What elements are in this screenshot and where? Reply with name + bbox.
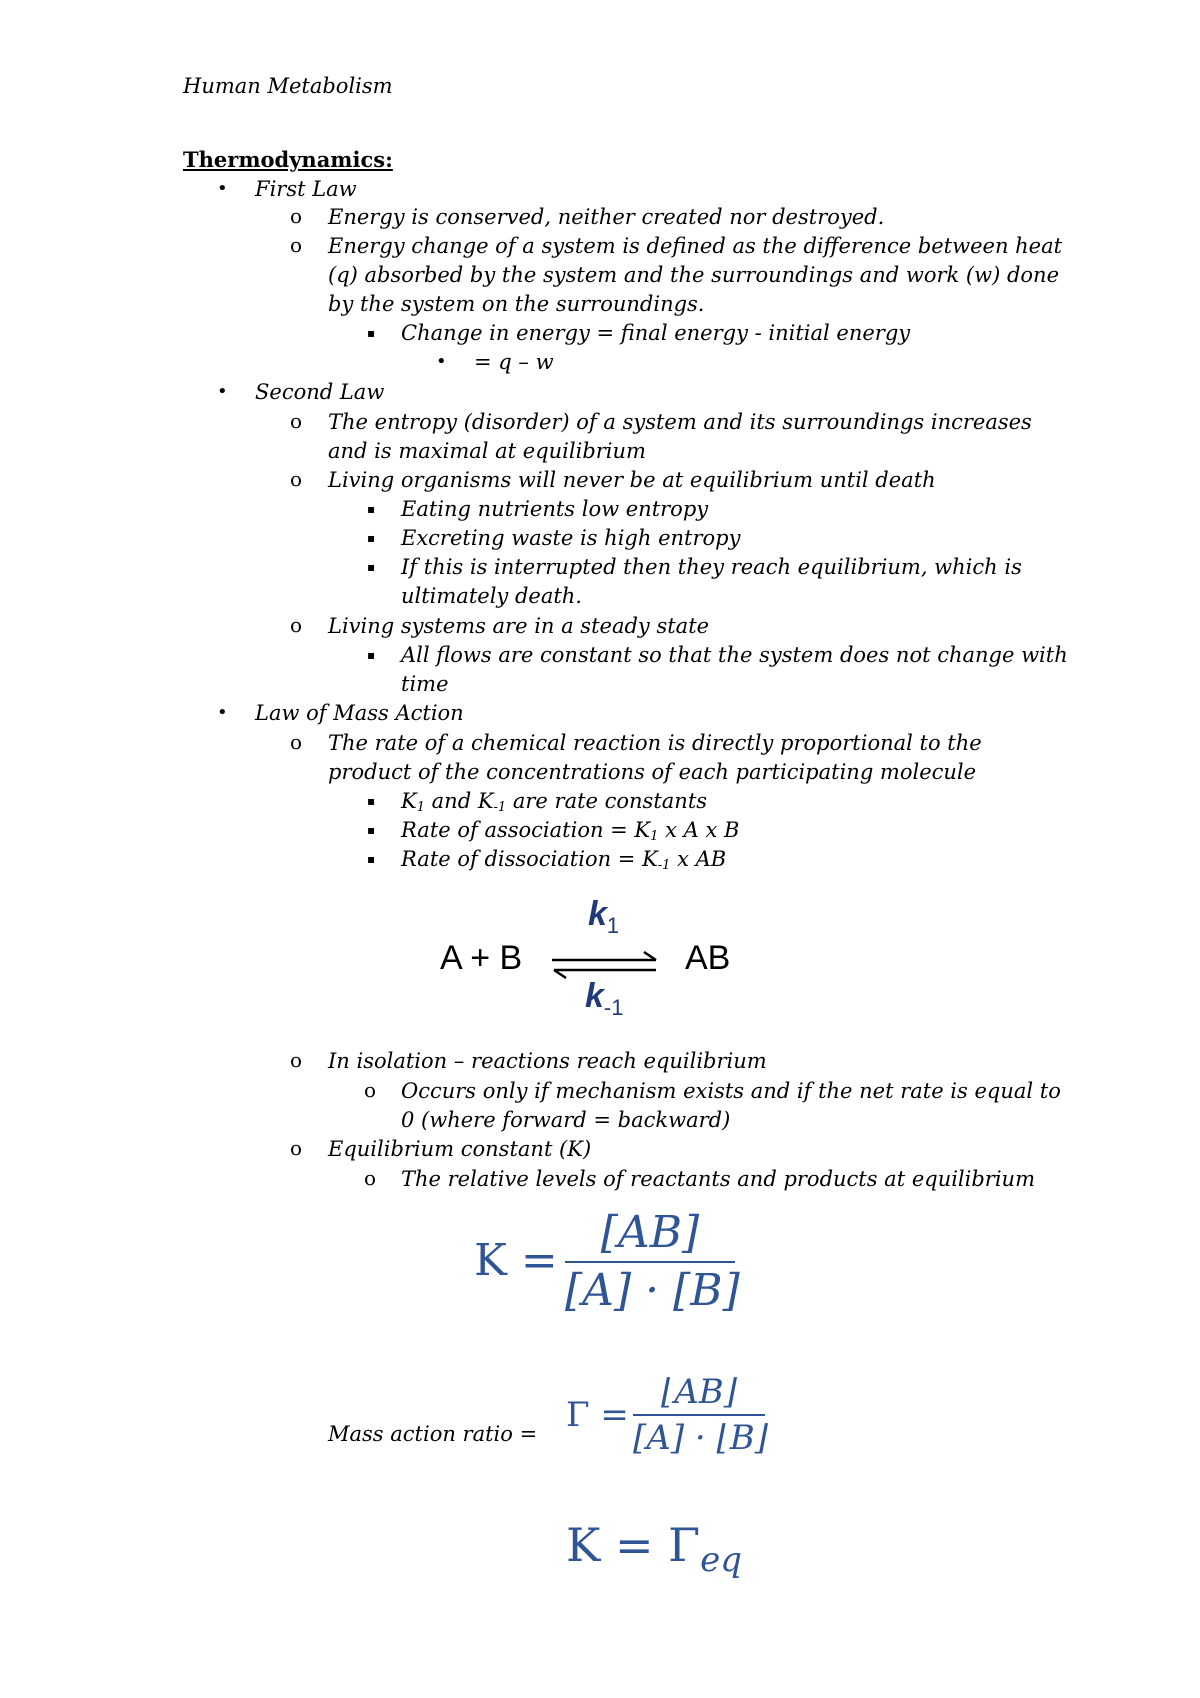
bullet-dot: • (217, 702, 228, 723)
bullet-dot: • (217, 381, 228, 402)
bullet-dot: • (217, 178, 228, 199)
k-subscript: 1 (416, 800, 425, 815)
bullet-square: ▪ (367, 326, 376, 340)
forward-rate-constant (588, 895, 619, 939)
bullet-o: o (290, 409, 303, 433)
bullet-square: ▪ (367, 560, 376, 574)
text-run: x AB (670, 847, 727, 871)
isolation-subpoint-cont: 0 (where forward = backward) (401, 1108, 731, 1132)
bullet-o: o (290, 233, 303, 257)
second-law-point-cont: and is maximal at equilibrium (328, 439, 646, 463)
mass-action-item: Law of Mass Action (255, 701, 464, 725)
first-law-subpoint: Change in energy = final energy - initial energy (401, 321, 911, 345)
equilibrium-constant-point: Equilibrium constant (K) (328, 1137, 592, 1161)
bullet-square: ▪ (367, 531, 376, 545)
second-law-subpoint-cont: time (401, 672, 449, 696)
product: AB (685, 939, 731, 977)
gamma-formula-fraction (633, 1370, 769, 1460)
second-law-point: Living organisms will never be at equilibrium until death (328, 468, 936, 492)
reactants: A + B (440, 939, 523, 977)
text-run: and K (424, 789, 494, 813)
k-formula-denominator: [A] · [B] (565, 1265, 740, 1316)
first-law-point-cont: by the system on the surroundings. (328, 292, 705, 316)
bullet-o: o (290, 613, 303, 637)
mass-action-point-cont: product of the concentrations of each participating molecule (328, 760, 977, 784)
bullet-square: ▪ (367, 823, 376, 837)
k-subscript: 1 (606, 913, 620, 938)
bullet-dot: • (436, 351, 447, 372)
text-run: are rate constants (506, 789, 708, 813)
bullet-square: ▪ (367, 648, 376, 662)
first-law-point: Energy is conserved, neither created nor destroyed. (328, 205, 885, 229)
bullet-o: o (290, 1048, 303, 1072)
bullet-square: ▪ (367, 852, 376, 866)
second-law-subpoint: If this is interrupted then they reach equilibrium, which is (401, 555, 1022, 579)
mass-action-ratio-label: Mass action ratio = (328, 1422, 538, 1446)
reaction-diagram (420, 895, 760, 1025)
gamma-formula-numerator: ⌊AB⌋ (660, 1372, 738, 1412)
k-symbol: K (401, 789, 417, 813)
second-law-subpoint-cont: ultimately death. (401, 584, 582, 608)
k-formula-numerator: [AB] (600, 1207, 700, 1258)
first-law-item: First Law (255, 177, 357, 201)
k-letter: k (588, 895, 607, 933)
reverse-rate-constant (585, 977, 623, 1021)
k-formula-lhs: K = (474, 1235, 558, 1286)
second-law-point: The entropy (disorder) of a system and its surroundings increases (328, 410, 1032, 434)
dissociation-rate-line (401, 845, 726, 880)
text-run: Rate of association = K (401, 818, 651, 842)
k-equals-gamma-eq (566, 1518, 742, 1580)
first-law-point: Energy change of a system is defined as the difference between heat (328, 234, 1063, 258)
second-law-item: Second Law (255, 380, 385, 404)
page-header: Human Metabolism (183, 74, 393, 98)
second-law-subpoint: Excreting waste is high entropy (401, 526, 741, 550)
gamma-formula-lhs: Γ = (566, 1395, 629, 1435)
equilibrium-constant-subpoint: The relative levels of reactants and products at equilibrium (401, 1167, 1035, 1191)
section-heading: Thermodynamics: (183, 147, 393, 172)
eq-subscript: eq (700, 1540, 742, 1580)
k-formula-fraction (565, 1205, 740, 1319)
bullet-square: ▪ (367, 794, 376, 808)
bullet-o: o (364, 1166, 377, 1190)
bullet-o: o (364, 1078, 377, 1102)
k-subscript: -1 (657, 858, 671, 873)
text-run: Rate of dissociation = K (401, 847, 658, 871)
k-gamma-text: K = Γ (566, 1518, 701, 1572)
mass-action-point: The rate of a chemical reaction is directly proportional to the (328, 731, 982, 755)
bullet-square: ▪ (367, 502, 376, 516)
k-subscript: -1 (603, 995, 624, 1020)
first-law-point-cont: (q) absorbed by the system and the surroundings and work (w) done (328, 263, 1060, 287)
k-subscript: 1 (650, 829, 659, 844)
text-run: x A x B (658, 818, 740, 842)
second-law-point: Living systems are in a steady state (328, 614, 710, 638)
first-law-equation: = q – w (474, 350, 554, 374)
bullet-o: o (290, 730, 303, 754)
bullet-o: o (290, 467, 303, 491)
bullet-o: o (290, 1136, 303, 1160)
k-subscript: -1 (493, 800, 507, 815)
second-law-subpoint: All flows are constant so that the system does not change with (401, 643, 1068, 667)
isolation-subpoint: Occurs only if mechanism exists and if the net rate is equal to (401, 1079, 1061, 1103)
second-law-subpoint: Eating nutrients low entropy (401, 497, 709, 521)
bullet-o: o (290, 204, 303, 228)
k-letter: k (585, 977, 604, 1015)
isolation-point: In isolation – reactions reach equilibrium (328, 1049, 767, 1073)
gamma-formula-denominator: [A] · ⌊B⌋ (633, 1418, 769, 1458)
